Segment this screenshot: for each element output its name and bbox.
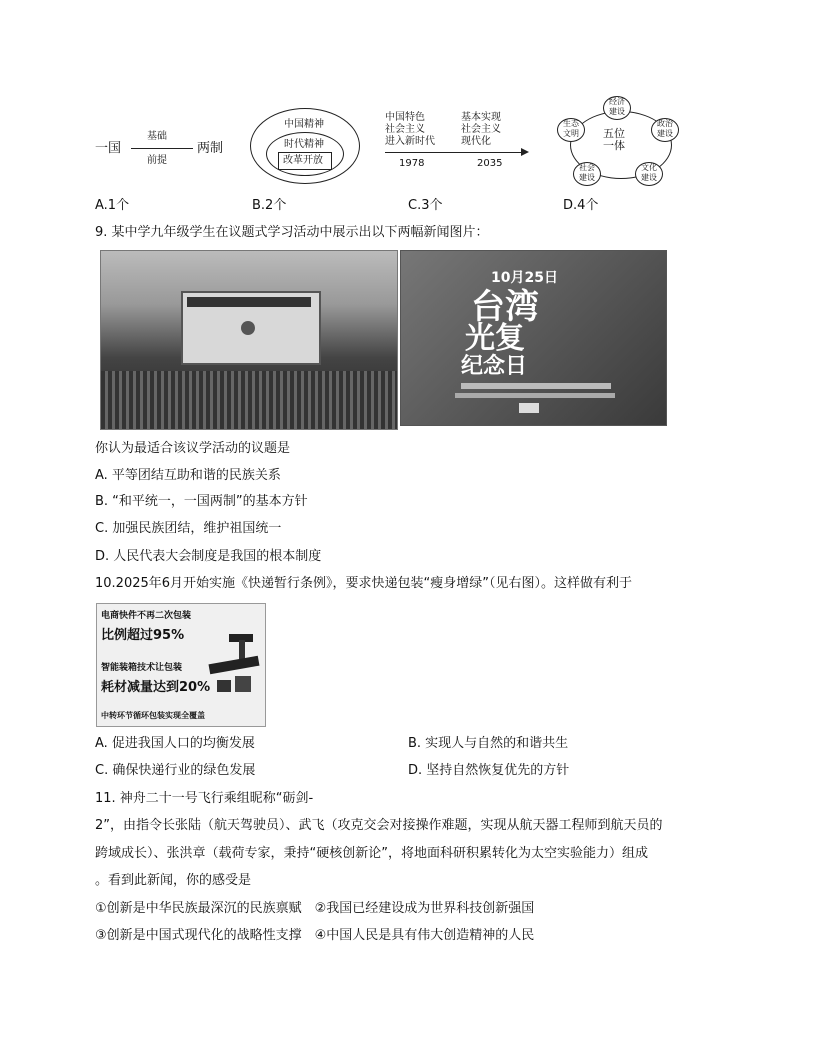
poster-title-3: 纪念日 <box>461 354 528 379</box>
q10-stem: 10.2025年6月开始实施《快递暂行条例》，要求快递包装“瘦身增绿”（见右图）。这样做有利于 <box>95 576 632 591</box>
q8-option-d: D.4个 <box>563 198 599 213</box>
pkg-line-1: 电商快件不再二次包装 <box>101 611 192 621</box>
fig1-bottom: 前提 <box>147 155 167 166</box>
express-packaging-graphic <box>96 603 266 727</box>
node-economy: 经济 建设 <box>603 96 631 120</box>
figure-five-in-one <box>555 96 685 190</box>
q10-option-a: A. 促进我国人口的均衡发展 <box>95 736 255 751</box>
q10-option-b: B. 实现人与自然的和谐共生 <box>408 736 569 751</box>
conveyor-machine-icon <box>209 634 259 678</box>
q8-option-b: B.2个 <box>252 198 287 213</box>
poster-taiwan-day <box>400 250 667 426</box>
q10-option-c: C. 确保快递行业的绿色发展 <box>95 763 256 778</box>
poster-title-2: 光复 <box>465 321 525 356</box>
package-boxes-icon <box>217 676 257 694</box>
q8-option-c: C.3个 <box>408 198 443 213</box>
node-politics: 政治 建设 <box>651 118 679 142</box>
pkg-line-4: 耗材减量达到20% <box>101 680 211 695</box>
pkg-line-5: 中转环节循环包装实现全覆盖 <box>101 711 205 720</box>
fig1-arrow <box>131 148 193 149</box>
poster-logo <box>519 403 539 413</box>
q11-line-1: 11. 神舟二十一号飞行乘组昵称“砺剑- <box>95 791 314 806</box>
q9-stem: 9. 某中学九年级学生在议题式学习活动中展示出以下两幅新闻图片： <box>95 225 489 240</box>
q11-line-3: 跨域成长）、张洪章（载荷专家，秉持“硬核创新论”，将地面科研积累转化为太空实验能力）组成 <box>95 846 648 861</box>
fig1-top: 基础 <box>147 131 167 142</box>
q11-statements-1: ①创新是中华民族最深沉的民族禀赋 ②我国已经建设成为世界科技创新强国 <box>95 901 535 916</box>
timeline-arrowhead <box>521 148 529 156</box>
figure-timeline <box>385 112 530 182</box>
poster-subtitle-bar <box>461 383 611 389</box>
q11-line-2: 2”，由指令长张陆（航天驾驶员）、武飞（攻克交会对接操作难题，实现从航天器工程师到航天员的 <box>95 818 663 833</box>
q9-prompt: 你认为最适合该议学活动的议题是 <box>95 441 291 456</box>
q9-option-a: A. 平等团结互助和谐的民族关系 <box>95 468 281 483</box>
oval-middle-label: 时代精神 <box>284 139 324 150</box>
fig1-left: 一国 <box>95 141 122 156</box>
q9-option-b: B. “和平统一，一国两制”的基本方针 <box>95 494 308 509</box>
five-center: 五位 一体 <box>603 127 625 152</box>
photo-congress-hall <box>100 250 398 430</box>
timeline-year-1: 1978 <box>399 158 425 169</box>
timeline-axis <box>385 152 523 153</box>
oval-outer-label: 中国精神 <box>284 119 324 130</box>
q10-option-d: D. 坚持自然恢复优先的方针 <box>408 763 570 778</box>
hall-audience <box>101 371 397 429</box>
timeline-label-2: 基本实现 社会主义 现代化 <box>461 112 501 147</box>
q11-line-4: 。看到此新闻，你的感受是 <box>95 873 252 888</box>
timeline-label-1: 中国特色 社会主义 进入新时代 <box>385 112 435 147</box>
hall-banner <box>187 297 311 307</box>
node-society: 社会 建设 <box>573 162 601 186</box>
poster-title-1: 台湾 <box>471 287 539 327</box>
node-ecology: 生态 文明 <box>557 118 585 142</box>
node-culture: 文化 建设 <box>635 162 663 186</box>
q9-option-d: D. 人民代表大会制度是我国的根本制度 <box>95 549 322 564</box>
oval-inner-label: 改革开放 <box>283 155 323 166</box>
figure-yiguo-liangzhi <box>95 118 235 178</box>
q9-option-c: C. 加强民族团结，维护祖国统一 <box>95 521 282 536</box>
poster-date: 10月25日 <box>491 270 558 286</box>
figure-nested-ovals <box>250 108 360 184</box>
pkg-line-3: 智能装箱技术让包装 <box>101 663 183 673</box>
q8-option-a: A.1个 <box>95 198 130 213</box>
poster-subtitle-bar-2 <box>455 393 615 398</box>
pkg-line-2: 比例超过95% <box>101 628 185 643</box>
q11-statements-2: ③创新是中国式现代化的战略性支撑 ④中国人民是具有伟大创造精神的人民 <box>95 928 535 943</box>
timeline-year-2: 2035 <box>477 158 503 169</box>
fig1-right: 两制 <box>197 141 224 156</box>
hall-emblem <box>241 321 255 335</box>
